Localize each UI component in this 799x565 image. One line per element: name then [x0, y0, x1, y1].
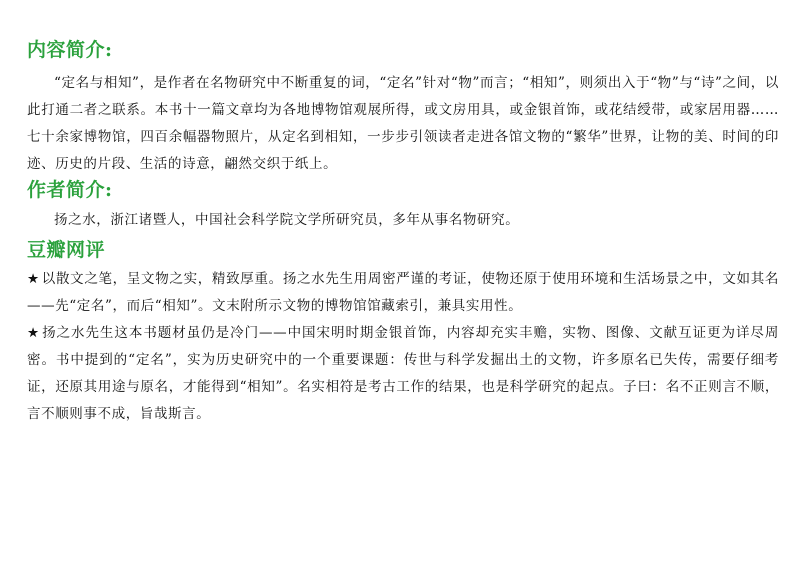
review-item	[27, 320, 779, 428]
star-icon: ★	[27, 325, 41, 341]
douban-reviews-heading: 豆瓣网评	[27, 239, 106, 261]
author-intro-paragraph: 扬之水，浙江诸暨人，中国社会科学院文学所研究员，多年从事名物研究。	[54, 212, 520, 228]
content-intro-heading: 内容简介:	[27, 39, 113, 61]
document-page	[27, 38, 779, 428]
review-text: 以散文之笔，呈文物之实，精致厚重。扬之水先生用周密严谨的考证，使物还原于使用环境和生活场景之中，文如其名——先“定名”，而后“相知”。文末附所示文物的博物馆馆藏索引，兼具实用性。	[27, 271, 779, 314]
review-text: 扬之水先生这本书题材虽仍是冷门——中国宋明时期金银首饰，内容却充实丰赡，实物、图像、文献互证更为详尽周密。书中提到的“定名”，实为历史研究中的一个重要课题：传世与科学发掘出土的文物，许多原名已失传，需要仔细考证，还原其用途与原名，才能得到“相知”。名实相符是考古工作的结果，也是科学研究的起点。子曰：名不正则言不顺，言不顺则事不成，旨哉斯言。	[27, 325, 779, 422]
review-item	[27, 266, 779, 320]
star-icon: ★	[27, 271, 40, 287]
content-intro-paragraph: “定名与相知”，是作者在名物研究中不断重复的词，“定名”针对“物”而言；“相知”，则须出入于“物”与“诗”之间，以此打通二者之联系。本书十一篇文章均为各地博物馆观展所得，或文房用具，或金银首饰，或花结绶带，或家居用器……七十余家博物馆，四百余幅器物照片，从定名到相知，一步步引领读者走进各馆文物的“繁华”世界，让物的美、时间的印迹、历史的片段、生活的诗意，翩然交织于纸上。	[27, 75, 779, 172]
author-intro-heading: 作者简介:	[27, 179, 113, 201]
